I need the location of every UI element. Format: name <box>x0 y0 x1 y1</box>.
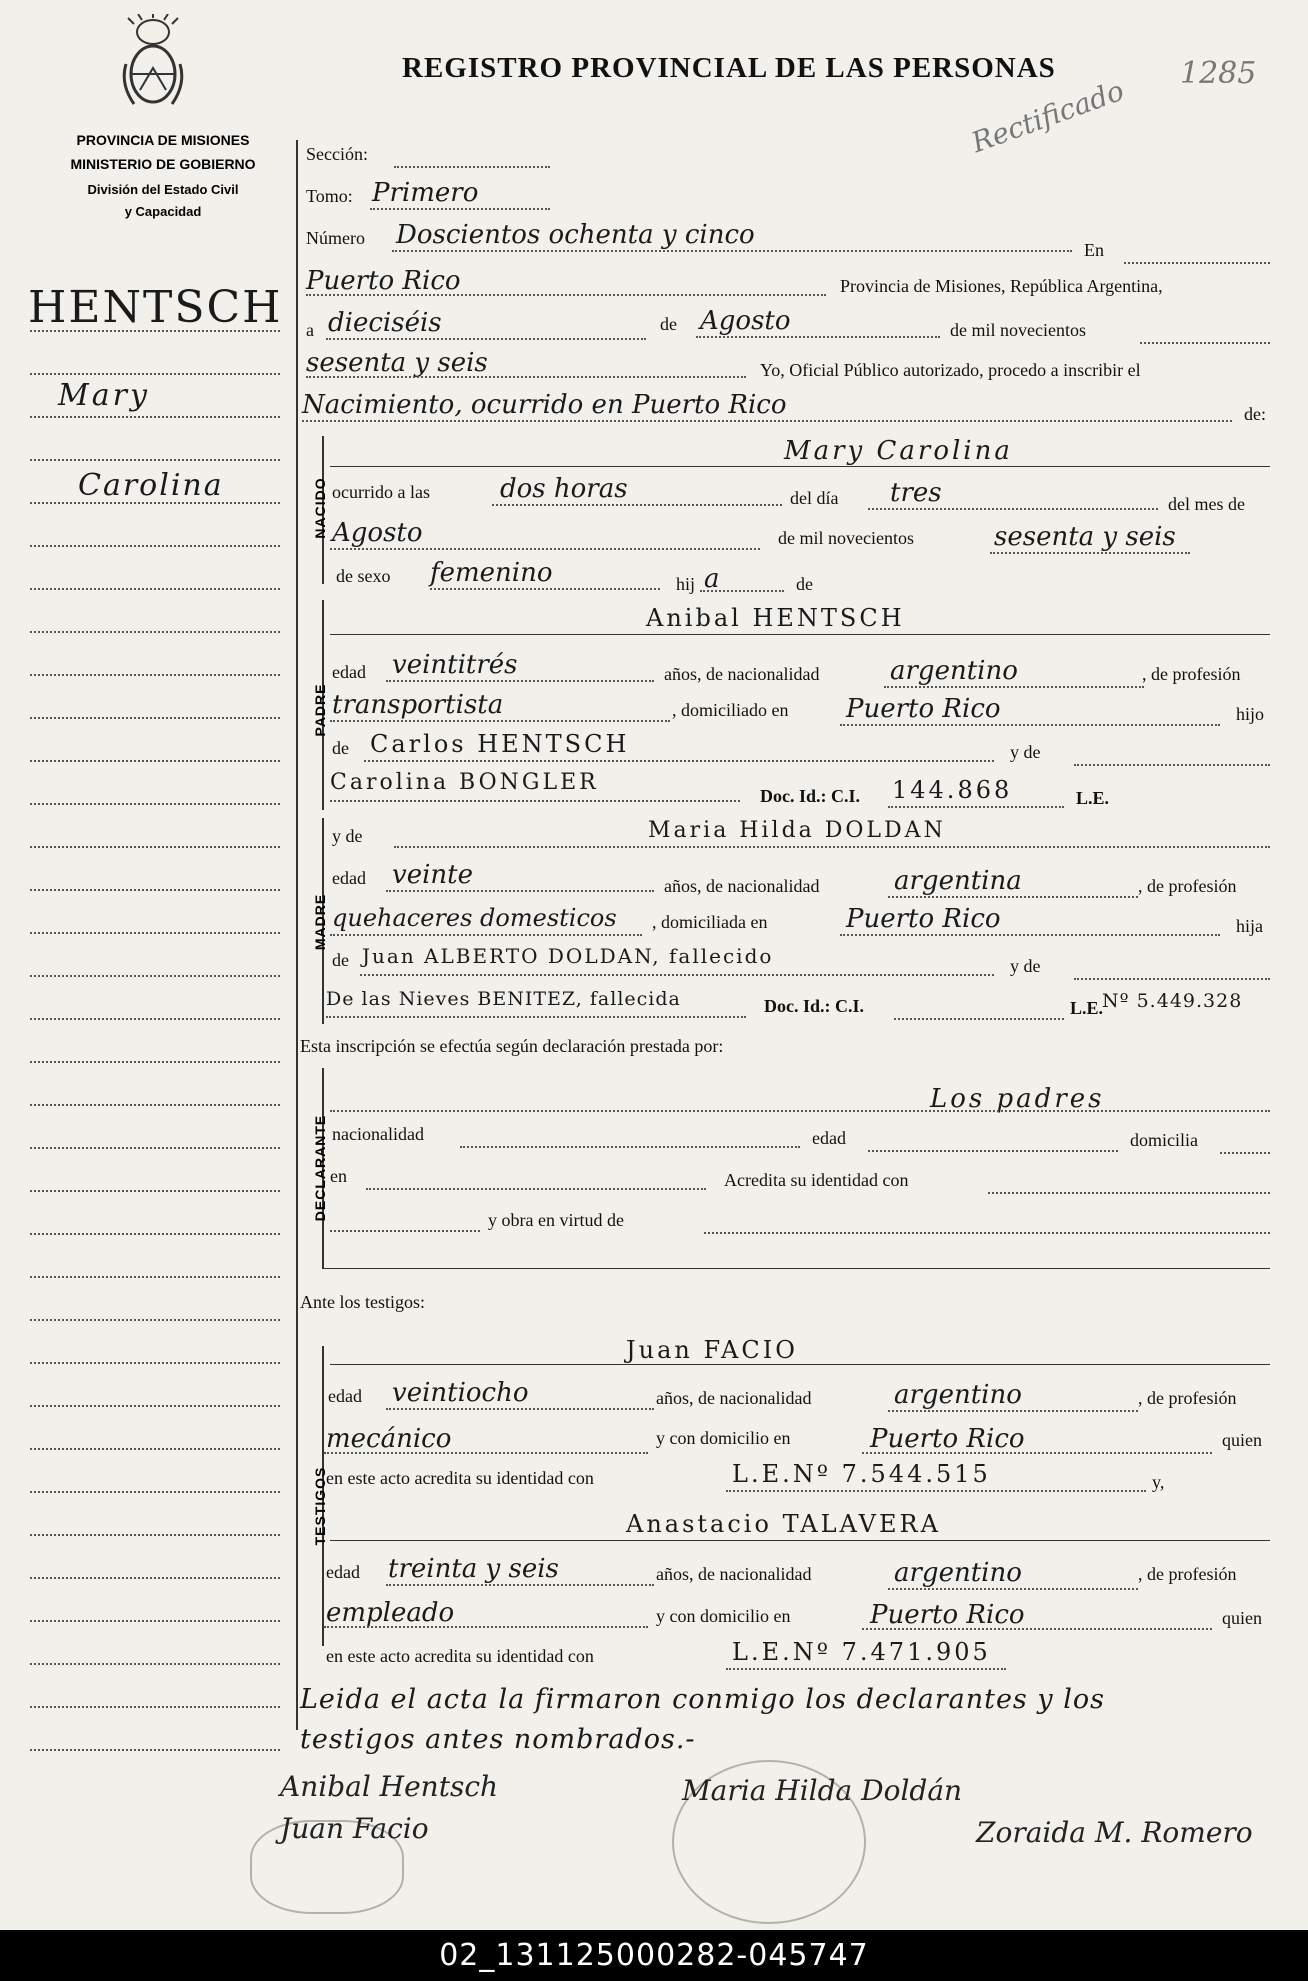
padre-prof-value: transportista <box>332 690 504 720</box>
left-margin-rule <box>30 330 280 332</box>
nacido-nombre-line <box>330 466 1270 467</box>
anio-value: sesenta y seis <box>306 348 488 378</box>
madre-madre-line <box>326 1016 746 1018</box>
decl-dom-label: domicilia <box>1130 1130 1198 1150</box>
signature-mother: Maria Hilda Doldán <box>682 1774 963 1807</box>
left-margin-rule <box>30 1577 280 1579</box>
left-margin-rule <box>30 416 280 418</box>
t1-prof-line <box>324 1452 648 1454</box>
decl-edad-label: edad <box>812 1128 846 1148</box>
madre-yde2-line <box>1074 978 1270 980</box>
declarante-nombre-line <box>330 1110 1270 1112</box>
decl-end-line <box>322 1268 1270 1269</box>
decl-obra-line-a <box>330 1230 480 1232</box>
anio-nac-value: sesenta y seis <box>994 522 1176 552</box>
padre-yde-line <box>1074 764 1270 766</box>
t1-nombre-line <box>330 1364 1270 1365</box>
t1-edad-label: edad <box>328 1386 362 1406</box>
left-margin-rule <box>30 1362 280 1364</box>
en-line <box>1124 262 1270 264</box>
decl-nac-label: nacionalidad <box>332 1124 424 1144</box>
madre-edad-line <box>386 890 654 892</box>
t1-dom-label: y con domicilio en <box>656 1428 791 1448</box>
mes-nac-value: Agosto <box>332 518 423 548</box>
padre-padre-value: Carlos HENTSCH <box>370 730 630 758</box>
left-margin-rule <box>30 1190 280 1192</box>
declarante-nombre: Los padres <box>930 1084 1105 1114</box>
padre-doc-line <box>888 806 1064 808</box>
decl-acredita-line <box>988 1192 1270 1194</box>
padre-de-label: de <box>332 738 349 758</box>
padre-prof-line <box>330 720 670 722</box>
decl-en-label: en <box>330 1166 347 1186</box>
t2-nac-value: argentino <box>894 1558 1022 1588</box>
numero-value: Doscientos ochenta y cinco <box>396 220 755 250</box>
t2-edad-line <box>386 1584 654 1586</box>
madre-nombre-line <box>394 846 1270 848</box>
coat-of-arms-icon <box>118 14 188 114</box>
left-margin-rule <box>30 459 280 461</box>
mes-line <box>696 336 940 338</box>
t1-edad-line <box>386 1408 654 1410</box>
t1-nac-line <box>888 1410 1138 1412</box>
decl-obra-label: y obra en virtud de <box>488 1210 624 1230</box>
padre-dom-value: Puerto Rico <box>846 694 1001 724</box>
t2-edad-value: treinta y seis <box>388 1554 559 1584</box>
padre-doc-value: 144.868 <box>892 776 1013 804</box>
t1-edad-value: veintiocho <box>392 1378 529 1408</box>
left-margin-rule <box>30 1104 280 1106</box>
t2-quien-label: quien <box>1222 1608 1262 1628</box>
agency-line-3: División del Estado Civil <box>87 182 239 197</box>
t2-prof-value: empleado <box>326 1598 455 1628</box>
left-margin-rule <box>30 1706 280 1708</box>
t2-acredita-label: en este acto acredita su identidad con <box>326 1646 594 1666</box>
left-margin-rule <box>30 1147 280 1149</box>
left-margin-rule <box>30 932 280 934</box>
madre-prof-value: quehaceres domesticos <box>332 904 617 932</box>
agency-line-1: PROVINCIA DE MISIONES <box>76 132 250 148</box>
anio-nac-line <box>990 552 1190 554</box>
decl-dom-line <box>1220 1152 1270 1154</box>
t1-nac-value: argentino <box>894 1380 1022 1410</box>
t1-prof-value: mecánico <box>326 1424 452 1454</box>
padre-madre-line <box>330 800 740 802</box>
t2-nac-line <box>888 1588 1138 1590</box>
madre-doc-label: Doc. Id.: C.I. <box>764 996 865 1016</box>
sexo-value: femenino <box>430 558 553 588</box>
provincia-label: Provincia de Misiones, República Argentina, <box>840 276 1163 296</box>
madre-edad-label: edad <box>332 868 366 888</box>
left-margin-rule <box>30 1663 280 1665</box>
dia-line <box>326 338 646 340</box>
nacido-nombre: Mary Carolina <box>784 436 1013 466</box>
declarante-intro: Esta inscripción se efectúa según declaración prestada por: <box>300 1036 724 1056</box>
mil-nac-label: de mil novecientos <box>778 528 914 548</box>
padre-padre-line <box>364 760 994 762</box>
left-margin-rule <box>30 1491 280 1493</box>
hora-value: dos horas <box>500 474 628 504</box>
madre-hija-label: hija <box>1236 916 1263 936</box>
madre-dom-value: Puerto Rico <box>846 904 1001 934</box>
left-margin-rule <box>30 631 280 633</box>
nacido-label: NACIDO <box>312 477 328 539</box>
padre-yde-label: y de <box>1010 742 1041 762</box>
left-margin-rule <box>30 1018 280 1020</box>
padre-madre-value: Carolina BONGLER <box>330 770 599 795</box>
closing-line-1: Leida el acta la firmaron conmigo los declarantes y los <box>300 1684 1105 1715</box>
decl-edad-line <box>868 1150 1118 1152</box>
madre-prof-line <box>330 934 642 936</box>
madre-nombre: Maria Hilda DOLDAN <box>648 818 946 843</box>
surname: HENTSCH <box>28 282 283 333</box>
left-margin-rule <box>30 1448 280 1450</box>
padre-doc-label: Doc. Id.: C.I. <box>760 786 861 806</box>
left-margin-rule <box>30 545 280 547</box>
dia-nac-line <box>868 508 1158 510</box>
lugar-line <box>306 294 826 296</box>
decl-en-line <box>366 1188 706 1190</box>
left-margin-rule <box>30 373 280 375</box>
t2-doc-line <box>726 1668 1006 1670</box>
madre-dom-line <box>840 934 1220 936</box>
oficial-label: Yo, Oficial Público autorizado, procedo a inscribir el <box>760 360 1141 380</box>
madre-le-value: Nº 5.449.328 <box>1102 990 1243 1012</box>
document-number: 1285 <box>1180 56 1257 91</box>
t1-quien-label: quien <box>1222 1430 1262 1450</box>
hora-line <box>492 504 782 506</box>
padre-dom-label: , domiciliado en <box>672 700 789 720</box>
tomo-value: Primero <box>372 178 479 208</box>
padre-edad-line <box>386 680 654 682</box>
document-title: REGISTRO PROVINCIAL DE LAS PERSONAS <box>402 52 1056 84</box>
middle-name: Carolina <box>78 468 224 503</box>
padre-nac-value: argentino <box>890 656 1018 686</box>
left-margin-rule <box>30 1620 280 1622</box>
left-margin-rule <box>30 1276 280 1278</box>
hij-suffix: a <box>704 564 720 594</box>
testigos-intro: Ante los testigos: <box>300 1292 425 1312</box>
left-margin-rule <box>30 717 280 719</box>
ocurrido-label: ocurrido a las <box>332 482 430 502</box>
mil-label: de mil novecientos <box>950 320 1086 340</box>
t1-nac-label: años, de nacionalidad <box>656 1388 812 1408</box>
column-divider <box>296 140 298 1730</box>
left-margin-rule <box>30 1061 280 1063</box>
t2-edad-label: edad <box>326 1562 360 1582</box>
madre-padre-line <box>360 974 994 976</box>
a-label: a <box>306 320 314 340</box>
lugar-value: Puerto Rico <box>306 266 461 296</box>
first-name: Mary <box>58 378 150 413</box>
padre-hijo-label: hijo <box>1236 704 1265 724</box>
t1-dom-value: Puerto Rico <box>870 1424 1025 1454</box>
t2-dom-value: Puerto Rico <box>870 1600 1025 1630</box>
madre-yde-label: y de <box>332 826 363 846</box>
madre-label: MADRE <box>312 893 328 951</box>
padre-nombre-line <box>330 634 1270 635</box>
testigos-label: TESTIGOS <box>312 1466 328 1546</box>
footer-id: 02_131125000282-045747 <box>0 1930 1308 1981</box>
t1-y-label: y, <box>1152 1472 1165 1492</box>
agency-line-2: MINISTERIO DE GOBIERNO <box>70 156 256 172</box>
madre-de-label: de <box>332 950 349 970</box>
left-margin-rule <box>30 975 280 977</box>
signature-witness: Juan Facio <box>280 1812 429 1845</box>
anio-line <box>306 376 746 378</box>
numero-label: Número <box>306 228 365 248</box>
acto-value: Nacimiento, ocurrido en Puerto Rico <box>302 390 787 420</box>
t2-dom-line <box>862 1628 1212 1630</box>
del-dia-label: del día <box>790 488 839 508</box>
left-margin-rule <box>30 1534 280 1536</box>
madre-nac-label: años, de nacionalidad <box>664 876 820 896</box>
dia-nac-value: tres <box>890 478 942 508</box>
t2-nombre: Anastacio TALAVERA <box>626 1510 941 1538</box>
tomo-line <box>370 208 550 210</box>
acto-line <box>302 420 1232 422</box>
t1-prof-label: , de profesión <box>1138 1388 1237 1408</box>
decl-acredita-label: Acredita su identidad con <box>724 1170 909 1190</box>
mil-line <box>1140 342 1270 344</box>
t1-nombre: Juan FACIO <box>626 1336 798 1364</box>
mes-label: del mes de <box>1168 494 1245 514</box>
sexo-label: de sexo <box>336 566 391 586</box>
signature-officer: Zoraida M. Romero <box>976 1816 1253 1849</box>
declarante-label: DECLARANTE <box>312 1114 328 1222</box>
left-margin-rule <box>30 889 280 891</box>
tomo-label: Tomo: <box>306 186 353 206</box>
padre-label: PADRE <box>312 683 328 737</box>
t2-prof-label: , de profesión <box>1138 1564 1237 1584</box>
madre-nac-line <box>888 896 1138 898</box>
de-colon-label: de: <box>1244 404 1266 424</box>
decl-nac-line <box>460 1146 800 1148</box>
left-margin-rule <box>30 588 280 590</box>
t2-dom-label: y con domicilio en <box>656 1606 791 1626</box>
padre-nombre: Anibal HENTSCH <box>646 604 905 632</box>
madre-dom-label: , domiciliada en <box>652 912 768 932</box>
t1-acredita-label: en este acto acredita su identidad con <box>326 1468 594 1488</box>
madre-nac-value: argentina <box>894 866 1022 896</box>
t1-doc-value: L.E.Nº 7.544.515 <box>732 1460 991 1488</box>
hij-label: hij <box>676 574 696 594</box>
left-margin-rule <box>30 502 280 504</box>
padre-dom-line <box>840 724 1220 726</box>
left-margin-rule <box>30 803 280 805</box>
marginal-note: Rectificado <box>967 73 1129 160</box>
t2-nac-label: años, de nacionalidad <box>656 1564 812 1584</box>
left-margin-rule <box>30 1405 280 1407</box>
signature-father: Anibal Hentsch <box>280 1770 499 1803</box>
en-label: En <box>1084 240 1104 260</box>
padre-edad-value: veintitrés <box>392 650 518 680</box>
de-label: de <box>660 314 677 334</box>
madre-madre-value: De las Nieves BENITEZ, fallecida <box>326 988 681 1010</box>
madre-doc-line <box>894 1018 1064 1020</box>
padre-edad-label: edad <box>332 662 366 682</box>
left-margin-rule <box>30 760 280 762</box>
left-margin-rule <box>30 1749 280 1751</box>
t2-doc-value: L.E.Nº 7.471.905 <box>732 1638 991 1666</box>
padre-nac-line <box>884 686 1144 688</box>
dia-value: dieciséis <box>328 308 442 338</box>
sexo-line <box>430 588 660 590</box>
madre-padre-value: Juan ALBERTO DOLDAN, fallecido <box>362 944 774 968</box>
madre-le-label: L.E. <box>1070 998 1104 1018</box>
seccion-label: Sección: <box>306 144 368 164</box>
madre-edad-value: veinte <box>392 860 473 890</box>
t1-doc-line <box>726 1490 1146 1492</box>
mes-value: Agosto <box>700 306 791 336</box>
madre-prof-label: , de profesión <box>1138 876 1237 896</box>
left-margin-rule <box>30 1319 280 1321</box>
agency-line-4: y Capacidad <box>124 204 202 219</box>
seccion-line <box>394 166 550 168</box>
closing-line-2: testigos antes nombrados.- <box>300 1724 696 1755</box>
padre-nac-label: años, de nacionalidad <box>664 664 820 684</box>
padre-prof-label: , de profesión <box>1142 664 1241 684</box>
left-margin-rule <box>30 1233 280 1235</box>
padre-le-label: L.E. <box>1076 788 1110 808</box>
left-margin-rule <box>30 674 280 676</box>
left-margin-rule <box>30 846 280 848</box>
nacido-de-label: de <box>796 574 813 594</box>
hij-line <box>700 590 784 592</box>
t2-prof-line <box>324 1626 648 1628</box>
mes-nac-line <box>330 548 760 550</box>
madre-yde2-label: y de <box>1010 956 1041 976</box>
t2-nombre-line <box>330 1540 1270 1541</box>
numero-line <box>392 250 1072 252</box>
t1-dom-line <box>862 1452 1212 1454</box>
decl-obra-line-b <box>704 1232 1270 1234</box>
